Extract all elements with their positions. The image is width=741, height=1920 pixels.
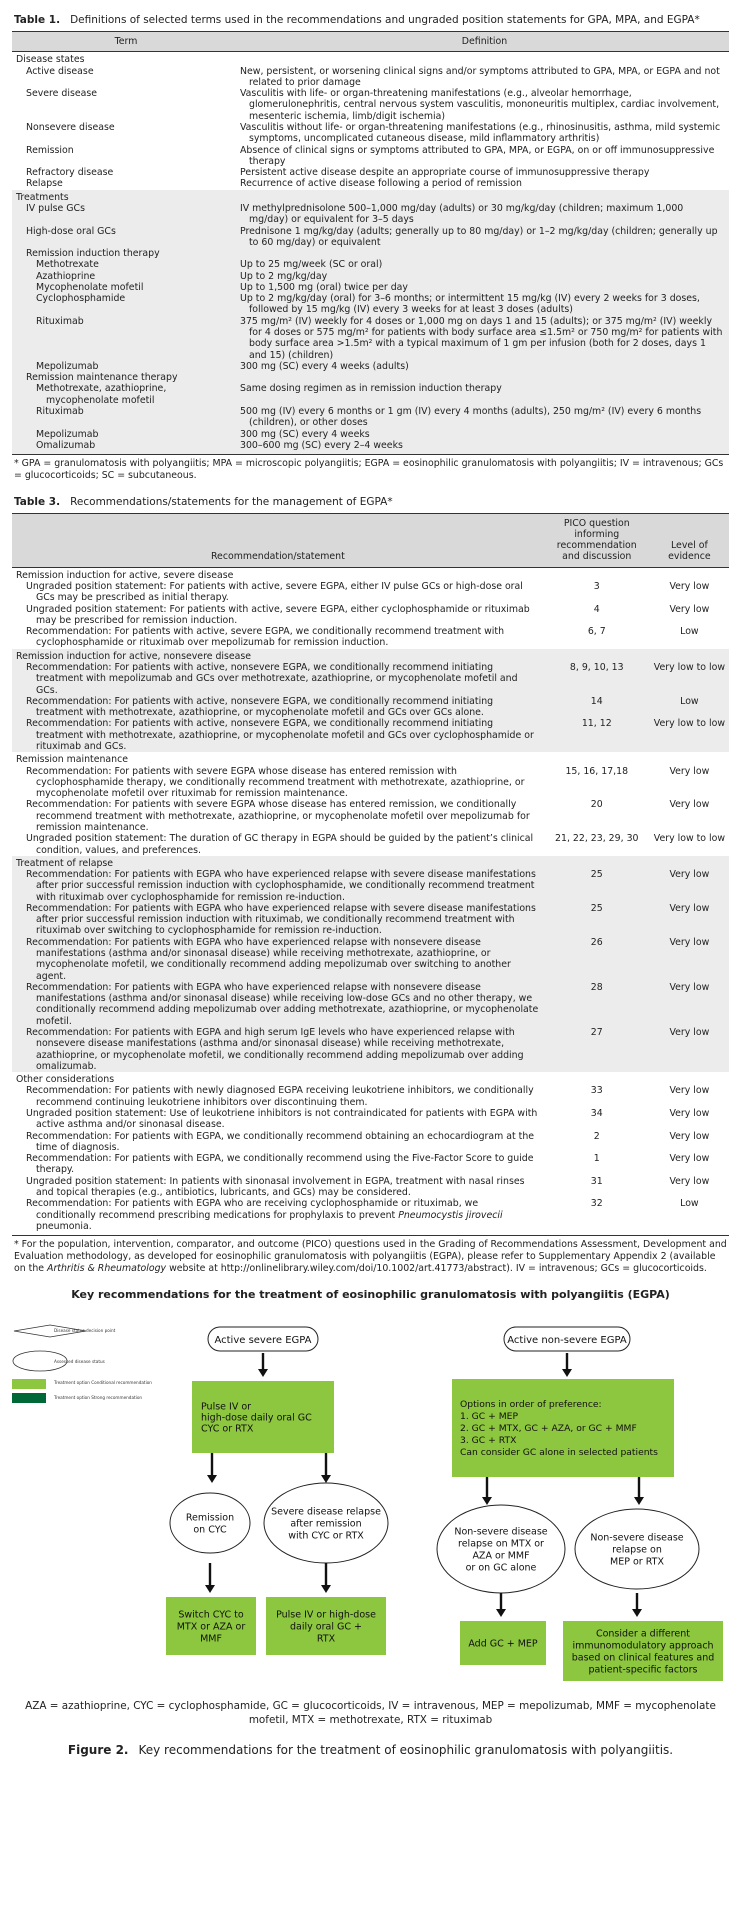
- table3-row: [12, 1131, 729, 1154]
- table3-col-recommendation: Recommendation/statement: [12, 513, 544, 567]
- arrow-head: [482, 1497, 492, 1505]
- table1-term: Rituximab: [12, 406, 240, 429]
- table1-group-name: Treatments: [12, 190, 729, 203]
- arrow-head: [562, 1369, 572, 1377]
- table3-row: [12, 1027, 729, 1072]
- table1-definition: Up to 1,500 mg (oral) twice per day: [240, 282, 729, 293]
- organism-name: Pneumocystis jirovecii: [398, 1209, 503, 1221]
- nonsevere-relapse-mtx-label: Non-severe disease: [454, 1526, 548, 1538]
- table3-level: Very low to low: [650, 662, 729, 696]
- table1-term: Active disease: [26, 65, 94, 77]
- table3-caption: [12, 482, 729, 513]
- arrow-head: [634, 1497, 644, 1505]
- table3-statement: Recommendation: For patients with active, nonsevere EGPA, we conditionally recommend initiating treatment with mepolizumab and GCs over methotrexate, azathioprine, or mycophenolate mofetil and GCs.: [12, 662, 544, 696]
- table1-row: [12, 361, 729, 372]
- table3-statement: Ungraded position statement: In patients with sinonasal involvement in EGPA, treatment with nasal rinses and topical therapies (e.g., antibiotics, lubricants, and GCs) may be considered.: [26, 1175, 525, 1198]
- add-gc-mep-text: Add GC + MEP: [468, 1638, 538, 1650]
- table3-level: Low: [680, 626, 699, 638]
- table1-term: Rituximab: [12, 316, 240, 361]
- table1-row: [12, 316, 729, 361]
- table1-caption: [12, 0, 729, 31]
- table1-row: [12, 178, 729, 189]
- table1-definition: Vasculitis without life- or organ-threatening manifestations (e.g., rhinosinusitis, asthma, mild systemic symptoms, uncomplicated cutaneous disease, mild inflammatory arthritis): [240, 121, 721, 145]
- table3-statement: Recommendation: For patients with EGPA who have experienced relapse with nonsevere disease manifestations (asthma and/or sinonasal disease) while receiving methotrexate, azathioprine, or mycophenolate mofetil, we conditionally recommend adding mepolizumab over switching to another agent.: [12, 937, 544, 982]
- table3-row: [12, 718, 729, 752]
- table3-level: Very low: [650, 982, 729, 1027]
- table3-label: Table 3.: [14, 495, 61, 508]
- table3-level: Very low: [669, 1130, 710, 1142]
- table1-group-row: [12, 190, 729, 203]
- table1-row: [12, 271, 729, 282]
- table3-footnote-journal: Arthritis & Rheumatology: [47, 1262, 167, 1274]
- table1-row: [12, 282, 729, 293]
- table3-pico: 28: [544, 982, 650, 1027]
- table3-group-name: Other considerations: [16, 1074, 115, 1086]
- table3-row: [12, 766, 729, 800]
- table3-row: [12, 869, 729, 903]
- table3-level: Very low: [669, 799, 710, 811]
- switch-cyc-text: Switch CYC to: [178, 1609, 244, 1621]
- table3-pico: 14: [544, 696, 650, 719]
- table1-definition: 375 mg/m² (IV) weekly for 4 doses or 1,000 mg on days 1 and 15 (adults); or 375 mg/m² (IV) weekly for 4 doses or 575 mg/m² for patients with body surface area ≤1.5m² or 750 mg/m² for patients with body surface area >1.5m² with a typical maximum of 1 gm per infusion (both for 2 doses, days 1 and 15) (children): [240, 316, 729, 361]
- table1-definition: Prednisone 1 mg/kg/day (adults; generally up to 80 mg/day) or 1–2 mg/kg/day (children; generally up to 60 mg/day) or equivalent: [240, 226, 729, 249]
- table3-pico: 3: [593, 581, 600, 593]
- treatment-box-nonsevere-text: 2. GC + MTX, GC + AZA, or GC + MMF: [460, 1423, 637, 1435]
- legend-dark-label: Treatment option Strong recommendation: [54, 1395, 143, 1401]
- table1-definition: Up to 2 mg/kg/day: [240, 271, 729, 282]
- table1-group-name: Disease states: [16, 54, 85, 66]
- table1-term: Refractory disease: [26, 167, 114, 179]
- nonsevere-relapse-mep-label: MEP or RTX: [610, 1556, 664, 1568]
- table3-level: Very low: [669, 765, 710, 777]
- table3-level: Very low: [669, 1107, 710, 1119]
- table1-term: Mepolizumab: [12, 361, 240, 372]
- table1-row: [12, 440, 729, 455]
- table3-row: [12, 626, 729, 649]
- table1-row: [12, 167, 729, 178]
- table3-statement: Recommendation: For patients with severe EGPA whose disease has entered remission with cyclophosphamide therapy, we conditionally recommend treatment with methotrexate, azathioprine, or mycophenolate mofetil over rituximab for remission maintenance.: [26, 765, 525, 800]
- table3-level: Very low: [669, 603, 710, 615]
- table1-row: [12, 372, 729, 383]
- table1-definition: [240, 372, 729, 383]
- table3-pico: 27: [544, 1027, 650, 1072]
- table1-group-row: [12, 52, 729, 66]
- table3-col-pico: PICO question informing recommendation and discussion: [544, 513, 650, 567]
- table1-footnote: * GPA = granulomatosis with polyangiitis; MPA = microscopic polyangiitis; EGPA = eosinophilic granulomatosis with polyangiitis; IV = intravenous; GCs = glucocorticoids; SC = subcutaneous.: [14, 458, 724, 481]
- table3-statement: Recommendation: For patients with EGPA who have experienced relapse with severe disease manifestations after prior successful remission induction with rituximab, we conditionally recommend treatment with rituximab over switching to cyclophosphamide for remission re-induction.: [12, 903, 544, 937]
- pulse-rtx-text: Pulse IV or high-dose: [276, 1609, 376, 1621]
- table3-row: [12, 1108, 729, 1131]
- table1-term: Cyclophosphamide: [12, 293, 240, 316]
- table3-statement: Recommendation: For patients with active, nonsevere EGPA, we conditionally recommend initiating treatment with methotrexate, azathioprine, or mycophenolate mofetil and GCs over GCs alone.: [12, 696, 544, 719]
- table3-row: [12, 799, 729, 833]
- treatment-box-nonsevere-text: 3. GC + RTX: [460, 1435, 517, 1447]
- figure-caption-text: Key recommendations for the treatment of eosinophilic granulomatosis with polyangiitis.: [138, 1743, 674, 1758]
- active-nonsevere-label: Active non-severe EGPA: [507, 1335, 627, 1347]
- table3-statement: Ungraded position statement: For patients with active, severe EGPA, either cyclophosphamide or rituximab may be prescribed for remission induction.: [26, 603, 530, 626]
- severe-relapse-label: Severe disease relapse: [271, 1506, 381, 1518]
- table1-term: Nonsevere disease: [26, 121, 115, 133]
- table3-col-level: Level of evidence: [650, 513, 729, 567]
- arrow-head: [321, 1585, 331, 1593]
- table1-definition: Absence of clinical signs or symptoms attributed to GPA, MPA, or EGPA, on or off immunosuppressive therapy: [240, 144, 715, 167]
- table1-definition: Vasculitis with life- or organ-threatening manifestations (e.g., alveolar hemorrhage, glomerulonephritis, central nervous system vasculitis, mononeuritis multiplex, cardiac involvement, mesenteric ischemia, limb/digit ischemia): [240, 88, 720, 122]
- nonsevere-relapse-mtx-label: relapse on MTX or: [458, 1538, 544, 1550]
- table1-title: Definitions of selected terms used in the recommendations and ungraded position statements for GPA, MPA, and EGPA*: [70, 14, 700, 26]
- table1-row: [12, 406, 729, 429]
- table3-pico: 34: [590, 1107, 603, 1119]
- table3-footnote-part1: * For the population, intervention, comparator, and outcome (PICO) questions used in the Grading of Recommendations Assessment, Development and Evaluation methodology, as developed for eosinophilic granulomatosis with polyangiitis (EGPA), please refer to Supplementary Appendix 2 (available on the: [14, 1239, 727, 1274]
- table1-definition: [240, 248, 729, 259]
- table3-pico: 32: [544, 1198, 650, 1235]
- severe-relapse-label: with CYC or RTX: [288, 1530, 364, 1542]
- table1-term: Remission maintenance therapy: [12, 372, 240, 383]
- figure-title: Key recommendations for the treatment of eosinophilic granulomatosis with polyangiitis (EGPA): [71, 1288, 670, 1302]
- table3-pico: 33: [590, 1085, 603, 1097]
- table1-term: Mycophenolate mofetil: [12, 282, 240, 293]
- consider-different-text: based on clinical features and: [571, 1652, 715, 1664]
- table3-group-name: Remission induction for active, severe disease: [16, 569, 234, 581]
- table1-definition: 500 mg (IV) every 6 months or 1 gm (IV) every 4 months (adults), 250 mg/m² (IV) every 6 months (children), or other doses: [240, 406, 729, 429]
- table3-pico: 25: [544, 903, 650, 937]
- table1-col-term: Term: [12, 32, 240, 52]
- table1-row: [12, 66, 729, 89]
- table1-row: [12, 226, 729, 249]
- table1-row: [12, 145, 729, 168]
- table1-term: Methotrexate, azathioprine, mycophenolate mofetil: [12, 383, 240, 406]
- nonsevere-relapse-mep-label: relapse on: [612, 1544, 662, 1556]
- consider-different-text: immunomodulatory approach: [572, 1640, 714, 1652]
- table3-pico: 21, 22, 23, 29, 30: [555, 833, 639, 845]
- table3-statement: Recommendation: For patients with newly diagnosed EGPA receiving leukotriene inhibitors, we conditionally recommend continuing leukotriene inhibitors over discontinuing them.: [26, 1085, 534, 1108]
- switch-cyc-text: MTX or AZA or: [176, 1621, 246, 1633]
- table3-row: [12, 903, 729, 937]
- figure-caption-label: Figure 2.: [67, 1743, 129, 1758]
- table1-row: [12, 259, 729, 270]
- arrow-head: [632, 1609, 642, 1617]
- table3-level: Very low: [669, 1085, 710, 1097]
- table3-statement: Recommendation: For patients with active, severe EGPA, we conditionally recommend treatment with cyclophosphamide or rituximab over mepolizumab for remission induction.: [26, 626, 505, 649]
- consider-different-text: patient-specific factors: [588, 1664, 698, 1676]
- table3-row: [12, 1176, 729, 1199]
- table1-row: [12, 293, 729, 316]
- table1-term: Methotrexate: [12, 259, 240, 270]
- legend-light-swatch: [12, 1379, 46, 1389]
- table3-level: Very low: [669, 581, 710, 593]
- table3-pico: 1: [593, 1153, 600, 1165]
- table1-definition: Up to 2 mg/kg/day (oral) for 3–6 months; or intermittent 15 mg/kg (IV) every 2 weeks for 3 doses, followed by 15 mg/kg (IV) every 3 weeks for at least 3 doses (adults): [240, 293, 729, 316]
- figure2-flowchart: [12, 1301, 729, 1693]
- table1-row: [12, 248, 729, 259]
- legend-diamond-label: Disease status decision point: [54, 1328, 116, 1334]
- treatment-box-nonsevere-text: Can consider GC alone in selected patients: [460, 1447, 658, 1459]
- table3-level: Very low: [650, 1027, 729, 1072]
- table1-definition: IV methylprednisolone 500–1,000 mg/day (adults) or 30 mg/kg/day (children; maximum 1,000 mg/day) or equivalent for 3–5 days: [240, 203, 729, 226]
- table1-definition: Same dosing regimen as in remission induction therapy: [240, 383, 729, 406]
- table3-group-row: [12, 752, 729, 765]
- table3-level: Very low: [650, 937, 729, 982]
- table3-statement: Ungraded position statement: The duration of GC therapy in EGPA should be guided by the patient’s clinical condition, values, and preferences.: [26, 833, 534, 856]
- nonsevere-relapse-mtx-label: or on GC alone: [465, 1562, 537, 1574]
- table3-pico: 15, 16, 17,18: [565, 765, 629, 777]
- table3-group-name: Remission induction for active, nonsevere disease: [12, 649, 729, 662]
- table1-row: [12, 383, 729, 406]
- table1-term: Remission induction therapy: [12, 248, 240, 259]
- pulse-rtx-text: daily oral GC +: [290, 1621, 362, 1633]
- table3-statement: Recommendation: For patients with active, nonsevere EGPA, we conditionally recommend initiating treatment with methotrexate, azathioprine, or mycophenolate mofetil and GCs over cyclophosphamide or rituximab and GCs.: [12, 718, 544, 752]
- table3-statement: Recommendation: For patients with EGPA, we conditionally recommend obtaining an echocardiogram at the time of diagnosis.: [26, 1130, 535, 1153]
- active-severe-label: Active severe EGPA: [214, 1335, 312, 1347]
- table3-statement: Recommendation: For patients with EGPA who have experienced relapse with nonsevere disease manifestations (asthma and/or sinonasal disease) while receiving low-dose GCs and no other therapy, we conditionally recommend adding mepolizumab over adding methotrexate, azathioprine, or mycophenolate mofetil.: [12, 982, 544, 1027]
- table3-row: [12, 662, 729, 696]
- table3-statement: Recommendation: For patients with EGPA and high serum IgE levels who have experienced relapse with nonsevere disease manifestations (asthma and/or sinonasal disease) while receiving methotrexate, azathioprine, or mycophenolate mofetil, we conditionally recommend adding mepolizumab over adding omalizumab.: [12, 1027, 544, 1072]
- table1-definition: 300 mg (SC) every 4 weeks: [240, 429, 729, 440]
- table1-row: [12, 429, 729, 440]
- treatment-box-severe-text: CYC or RTX: [201, 1423, 254, 1435]
- table3-row: [12, 604, 729, 627]
- table1-term: Remission: [26, 144, 74, 156]
- table3-group-row: [12, 1072, 729, 1085]
- table3-row: [12, 1198, 729, 1235]
- table3-level: Very low to low: [650, 718, 729, 752]
- table1-definition: Persistent active disease despite an appropriate course of immunosuppressive therapy: [240, 167, 650, 179]
- arrow-head: [207, 1475, 217, 1483]
- table3-row: [12, 581, 729, 604]
- table1-term: High-dose oral GCs: [12, 226, 240, 249]
- table1-col-definition: Definition: [240, 32, 729, 52]
- table3: [12, 513, 729, 1236]
- table1-label: Table 1.: [14, 14, 61, 26]
- table3-level: Very low: [669, 1175, 710, 1187]
- severe-relapse-label: after remission: [290, 1518, 362, 1530]
- table3-statement: Recommendation: For patients with EGPA, we conditionally recommend using the Five-Factor Score to guide therapy.: [26, 1153, 534, 1176]
- table3-pico: 8, 9, 10, 13: [544, 662, 650, 696]
- table3-group-row: [12, 567, 729, 581]
- table3-pico: 6, 7: [587, 626, 606, 638]
- table3-pico: 4: [593, 603, 600, 615]
- nonsevere-relapse-mtx-label: AZA or MMF: [472, 1550, 530, 1562]
- legend-ellipse-label: Assessed disease status: [54, 1359, 105, 1365]
- table1-term: Relapse: [26, 178, 63, 190]
- arrow-head: [205, 1585, 215, 1593]
- table3-pico: 2: [593, 1130, 600, 1142]
- table3-statement: Recommendation: For patients with severe EGPA whose disease has entered remission, we conditionally recommend treatment with methotrexate, azathioprine, or mycophenolate mofetil over mepolizumab for remission maintenance.: [26, 799, 530, 833]
- table3-pico: 31: [590, 1175, 603, 1187]
- table3-row: [12, 1085, 729, 1108]
- table1-term: Mepolizumab: [12, 429, 240, 440]
- table3-pico: 25: [544, 869, 650, 903]
- table3-statement: Recommendation: For patients with EGPA who have experienced relapse with severe disease manifestations after prior successful remission induction with cyclophosphamide, we conditionally recommend treatment with rituximab over cyclophosphamide for remission re-induction.: [12, 869, 544, 903]
- remission-on-cyc-label: on CYC: [193, 1524, 227, 1536]
- switch-cyc-text: MMF: [200, 1633, 222, 1645]
- pulse-rtx-text: RTX: [316, 1633, 336, 1645]
- table3-row: [12, 1153, 729, 1176]
- table1-definition: 300–600 mg (SC) every 2–4 weeks: [240, 440, 729, 455]
- table3-group-row: [12, 649, 729, 662]
- table1-term: Omalizumab: [12, 440, 240, 455]
- table1-row: [12, 88, 729, 122]
- table3-level: Very low: [650, 903, 729, 937]
- table1-term: Severe disease: [26, 88, 98, 100]
- table3-level: Very low: [669, 1153, 710, 1165]
- table3-footnote: [12, 1236, 729, 1274]
- table3-title: Recommendations/statements for the management of EGPA*: [70, 495, 393, 508]
- table3-statement: Recommendation: For patients with EGPA who are receiving cyclophosphamide or rituximab, we conditionally recommend prescribing medications for prophylaxis to prevent Pneumocystis jirovecii pneumonia.: [12, 1198, 544, 1235]
- table3-level: Low: [650, 1198, 729, 1235]
- treatment-box-nonsevere-text: Options in order of preference:: [460, 1399, 602, 1411]
- table3-statement: Ungraded position statement: Use of leukotriene inhibitors is not contraindicated for patients with EGPA with active asthma and/or sinonasal disease.: [26, 1107, 538, 1131]
- table3-footnote-part2: website at http://onlinelibrary.wiley.com/doi/10.1002/art.41773/abstract). IV = intravenous; GCs = glucocorticoids.: [166, 1262, 707, 1274]
- table3-level: Very low: [650, 869, 729, 903]
- treatment-box-severe-text: Pulse IV or: [201, 1401, 252, 1413]
- figure-caption: [12, 1743, 729, 1757]
- table3-row: [12, 937, 729, 982]
- arrow-head: [321, 1475, 331, 1483]
- table3-row: [12, 833, 729, 856]
- table3-level: Low: [650, 696, 729, 719]
- nonsevere-relapse-mep-label: Non-severe disease: [590, 1532, 684, 1544]
- table3-row: [12, 696, 729, 719]
- table3-level: Very low to low: [653, 833, 725, 845]
- table1-term: IV pulse GCs: [12, 203, 240, 226]
- table1-definition: 300 mg (SC) every 4 weeks (adults): [240, 361, 729, 372]
- arrow-head: [496, 1609, 506, 1617]
- table3-pico: 26: [544, 937, 650, 982]
- table3-pico: 20: [590, 799, 603, 811]
- table3-group-row: [12, 856, 729, 869]
- arrow-head: [258, 1369, 268, 1377]
- legend-light-label: Treatment option Conditional recommendation: [54, 1380, 152, 1386]
- table1-definition: Recurrence of active disease following a period of remission: [240, 178, 522, 190]
- legend-dark-swatch: [12, 1393, 46, 1403]
- table1-definition: New, persistent, or worsening clinical signs and/or symptoms attributed to GPA, MPA, or EGPA and not related to prior damage: [240, 65, 720, 88]
- table1-term: Azathioprine: [12, 271, 240, 282]
- treatment-box-severe-text: high-dose daily oral GC: [201, 1412, 312, 1424]
- table3-pico: 11, 12: [544, 718, 650, 752]
- remission-on-cyc-label: Remission: [185, 1512, 235, 1524]
- table1-definition: Up to 25 mg/week (SC or oral): [240, 259, 729, 270]
- consider-different-text: Consider a different: [595, 1628, 691, 1640]
- treatment-box-nonsevere-text: 1. GC + MEP: [460, 1411, 519, 1423]
- figure-abbreviations: AZA = azathioprine, CYC = cyclophosphamide, GC = glucocorticoids, IV = intravenous, MEP = mepolizumab, MMF = mycophenolate mofetil, MTX = methotrexate, RTX = rituximab: [25, 1700, 716, 1727]
- table3-group-name: Treatment of relapse: [12, 856, 729, 869]
- table1: [12, 31, 729, 455]
- table3-row: [12, 982, 729, 1027]
- table3-group-name: Remission maintenance: [16, 754, 129, 766]
- table3-statement: Ungraded position statement: For patients with active, severe EGPA, either IV pulse GCs or high-dose oral GCs may be prescribed as initial therapy.: [26, 581, 523, 604]
- table1-row: [12, 122, 729, 145]
- table1-row: [12, 203, 729, 226]
